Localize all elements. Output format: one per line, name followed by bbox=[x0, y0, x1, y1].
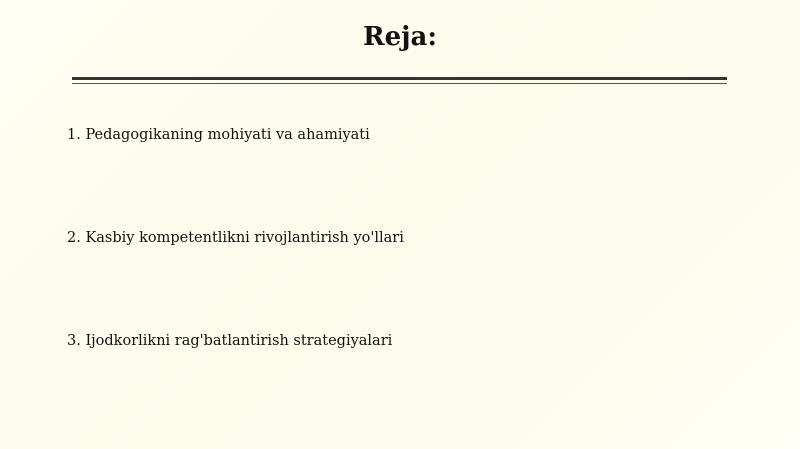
plan-item: 1. Pedagogikaning mohiyati va ahamiyati bbox=[67, 127, 370, 143]
slide-title: Reja: bbox=[362, 22, 437, 52]
plan-item: 3. Ijodkorlikni rag'batlantirish strategiyalari bbox=[67, 333, 393, 349]
divider-thick-line bbox=[72, 77, 727, 80]
plan-item: 2. Kasbiy kompetentlikni rivojlantirish yo'llari bbox=[67, 230, 404, 246]
divider-thin-line bbox=[72, 83, 727, 84]
title-divider bbox=[72, 77, 727, 86]
